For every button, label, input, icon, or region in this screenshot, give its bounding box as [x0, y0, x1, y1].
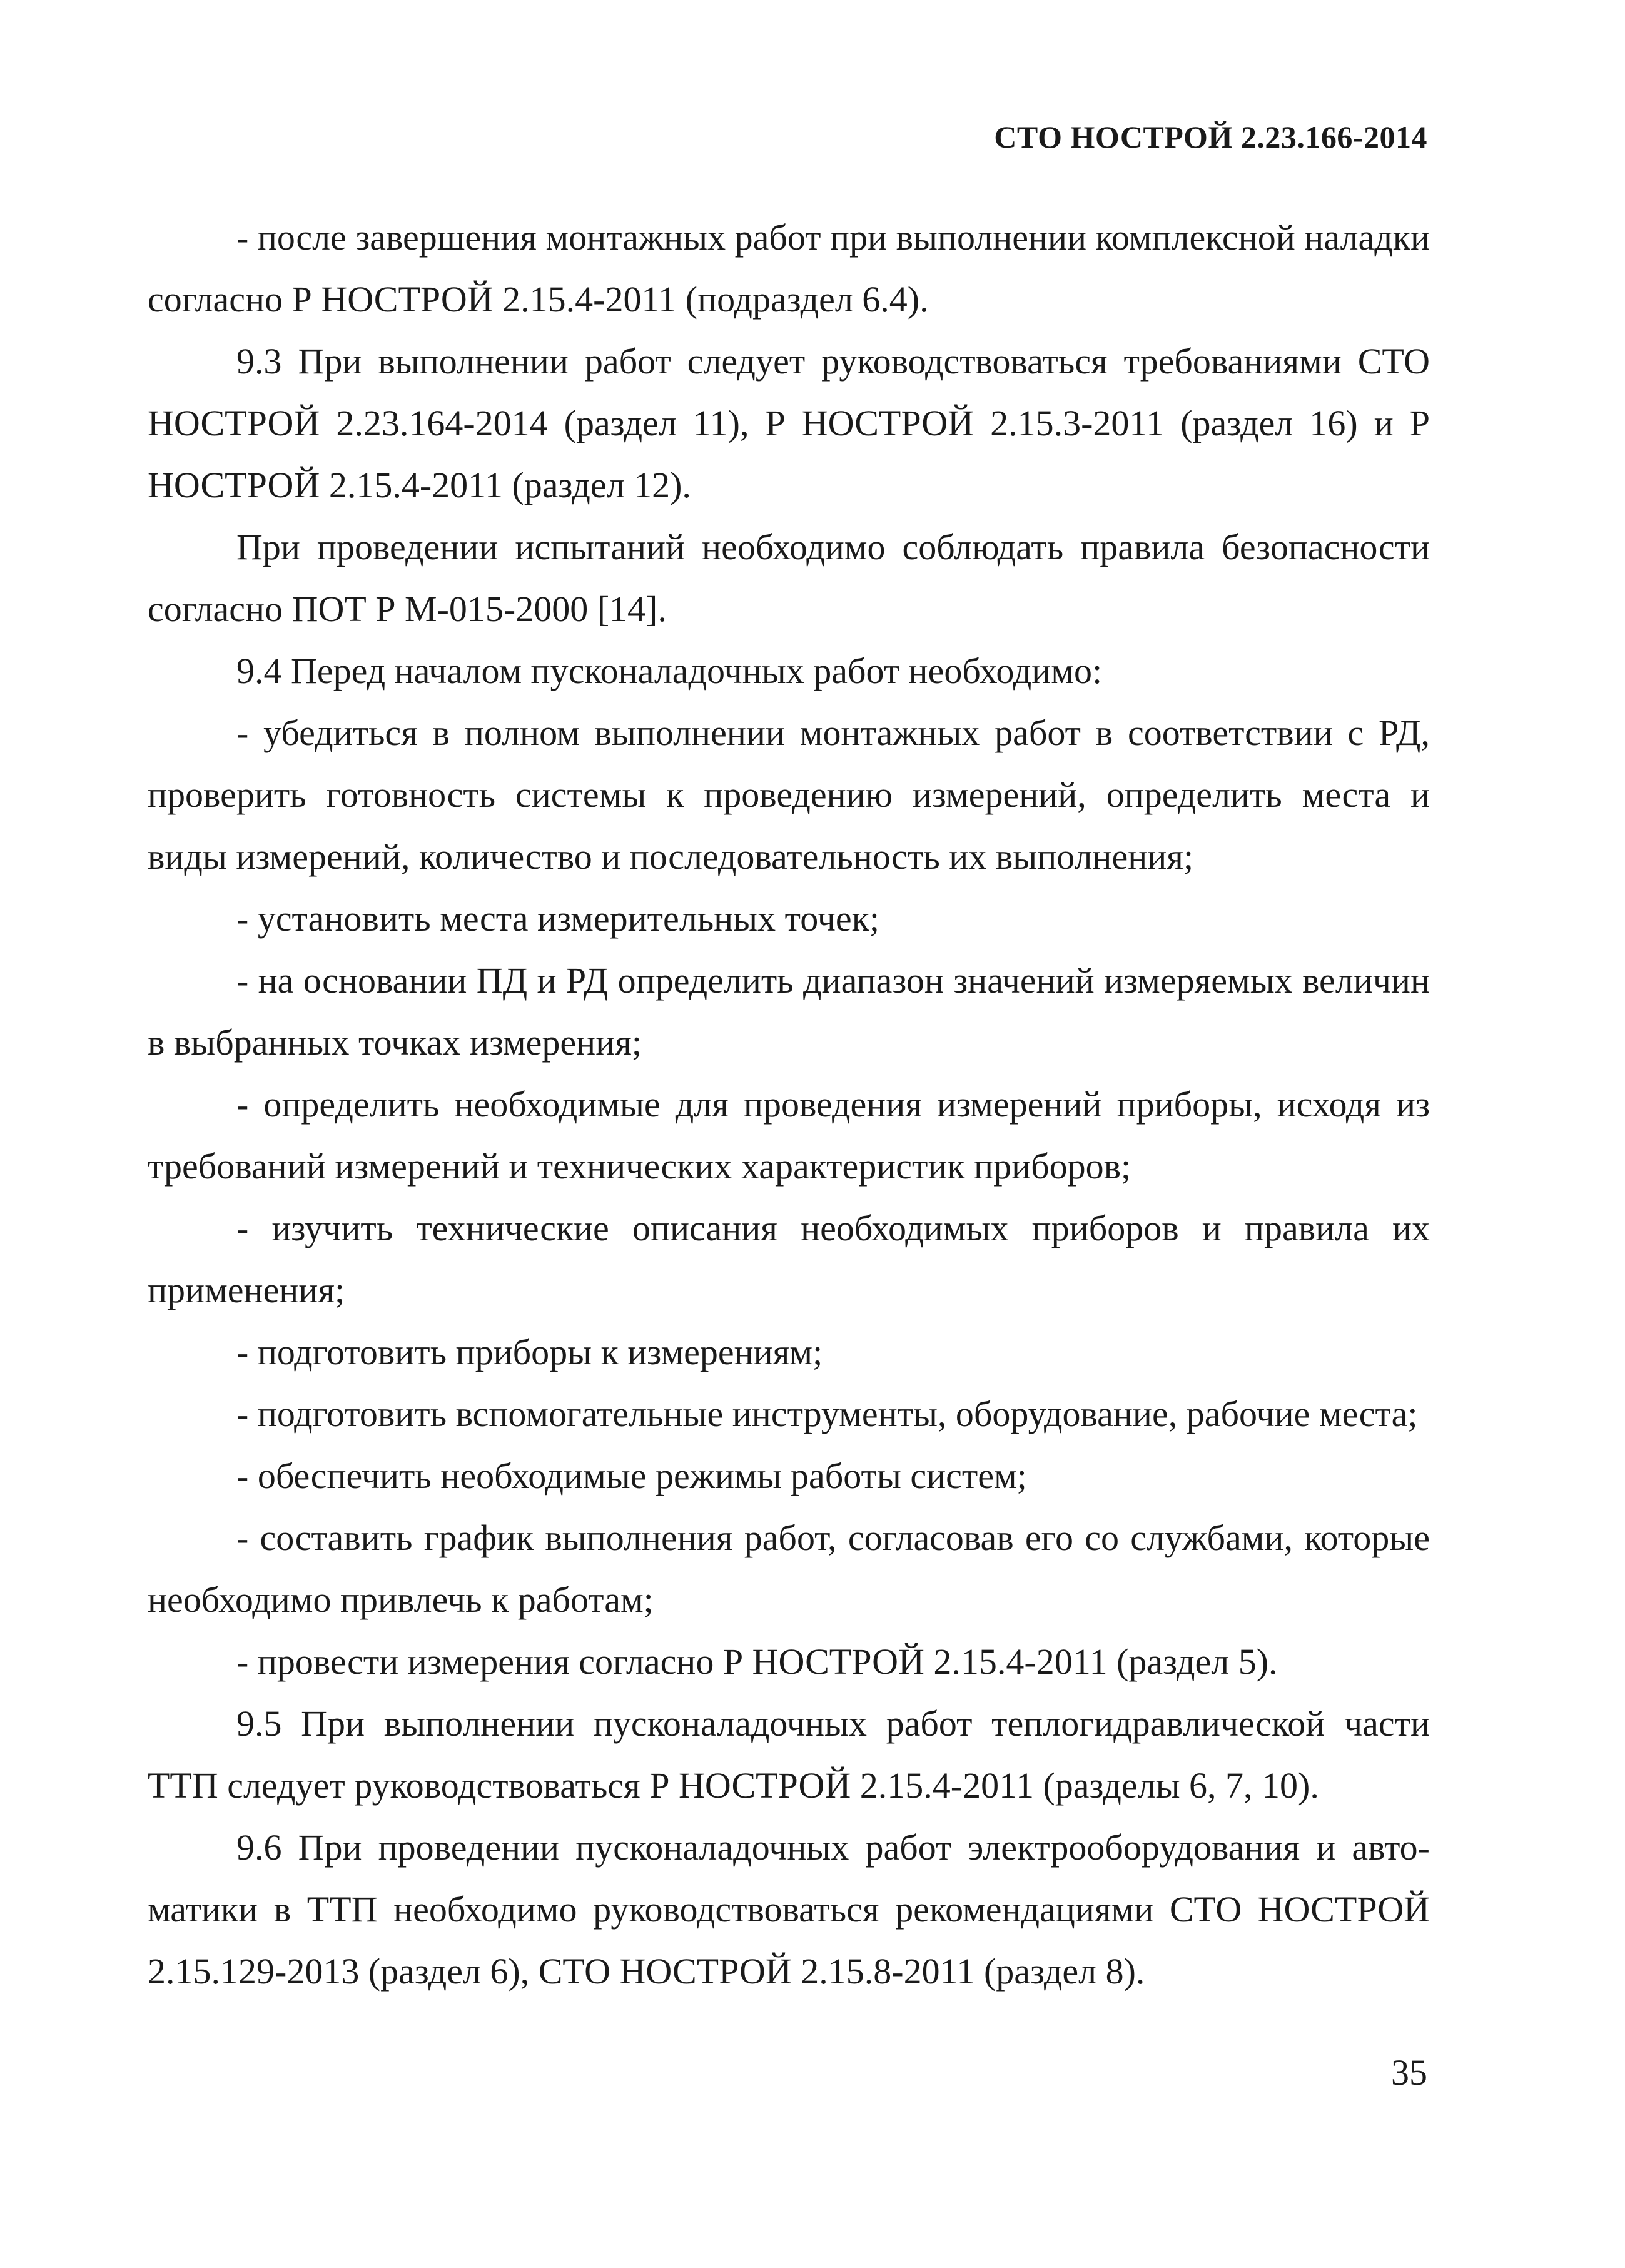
list-item-select-instruments: - определить необходимые для проведения измерений приборы, исходя из требований измерений и технических характеристик приборов;	[148, 1084, 1430, 1187]
paragraph-9-3: 9.3 При выполнении работ следует руководствоваться требованиями СТО НОСТРОЙ 2.23.164-2014 (раздел 11), Р НОСТРОЙ 2.15.3-2011 (раздел 16) и Р НОСТРОЙ 2.15.4-2011 (раздел 12).	[148, 341, 1430, 505]
paragraph-9-5: 9.5 При выполнении пусконаладочных работ теплогидравлической части ТТП следует руководствоваться Р НОСТРОЙ 2.15.4-2011 (разделы 6, 7, 10).	[148, 1703, 1430, 1806]
list-item-verify-installation: - убедиться в полном выполнении монтажных работ в соответствии с РД, проверить готовность системы к проведению измерений, определить места и виды измерений, количество и последовательность их выполнения;	[148, 712, 1430, 877]
paragraph-after-installation: - после завершения монтажных работ при выполнении комплексной наладки согласно Р НОСТРОЙ 2.15.4-2011 (подраздел 6.4).	[148, 217, 1430, 320]
paragraph-9-6: 9.6 При проведении пусконаладочных работ электрооборудования и автоматики в ТТП необходимо руководствоваться рекомендациями СТО НОСТРОЙ 2.15.129-2013 (раздел 6), СТО НОСТРОЙ 2.15.8-2011 (раздел 8).	[148, 1827, 1430, 1992]
paragraph-safety-rules: При проведении испытаний необходимо соблюдать правила безопасности согласно ПОТ Р М-015-2000 [14].	[148, 527, 1430, 629]
paragraph-9-4: 9.4 Перед началом пусконаладочных работ необходимо:	[236, 651, 1103, 691]
list-item-prepare-instruments: - подготовить приборы к измерениям;	[236, 1332, 823, 1372]
list-item-measurement-points: - установить места измерительных точек;	[236, 898, 879, 939]
list-item-value-range: - на основании ПД и РД определить диапазон значений измеряемых величин в выбранных точках измерения;	[148, 960, 1430, 1063]
list-item-perform-measurements: - провести измерения согласно Р НОСТРОЙ 2.15.4-2011 (раздел 5).	[236, 1641, 1278, 1682]
list-item-prepare-tools: - подготовить вспомогательные инструменты, оборудование, рабочие места;	[236, 1394, 1418, 1434]
document-header-code: СТО НОСТРОЙ 2.23.166-2014	[994, 119, 1427, 154]
list-item-operating-modes: - обеспечить необходимые режимы работы систем;	[236, 1455, 1027, 1496]
page-number: 35	[1391, 2052, 1427, 2093]
list-item-work-schedule: - составить график выполнения работ, согласовав его со службами, которые необходимо привлечь к работам;	[148, 1517, 1430, 1620]
document-body	[148, 206, 1430, 2002]
list-item-study-descriptions: - изучить технические описания необходимых приборов и правила их применения;	[148, 1208, 1430, 1310]
